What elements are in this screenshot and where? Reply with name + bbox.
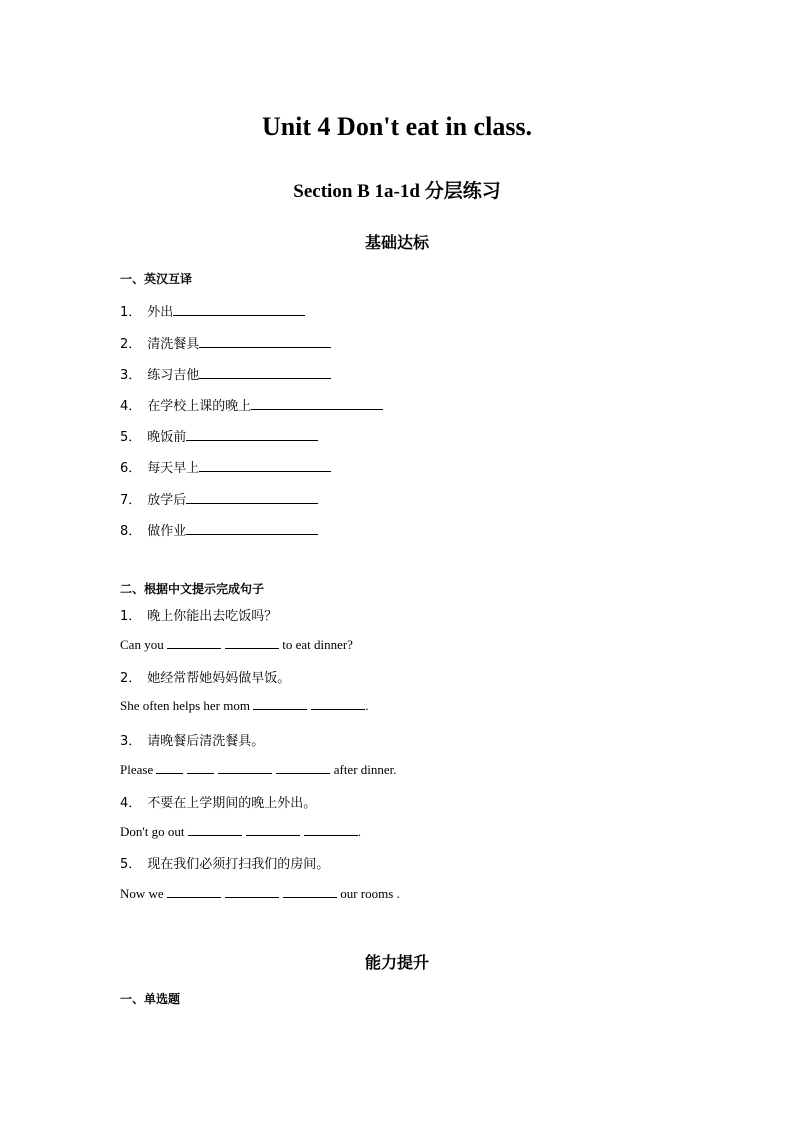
part-heading-sentences: 二、根据中文提示完成句子 bbox=[120, 582, 265, 596]
list-item: 7． 放学后 bbox=[120, 489, 318, 508]
answer-blank[interactable] bbox=[167, 887, 221, 898]
question-prompt: 1． 晚上你能出去吃饭吗？ bbox=[120, 609, 278, 624]
answer-blank[interactable] bbox=[199, 366, 331, 379]
section-heading-basic: 基础达标 bbox=[364, 233, 429, 252]
answer-blank[interactable] bbox=[246, 825, 300, 836]
answer-blank[interactable] bbox=[173, 303, 305, 316]
list-item: 6． 每天早上 bbox=[120, 457, 331, 476]
question-sentence: Don't go out . bbox=[120, 824, 361, 839]
question-prompt: 3． 请晚餐后清洗餐具。 bbox=[120, 734, 265, 749]
answer-blank[interactable] bbox=[283, 887, 337, 898]
answer-blank[interactable] bbox=[186, 522, 318, 535]
page-subtitle: Section B 1a-1d 分层练习 bbox=[293, 181, 501, 202]
answer-blank[interactable] bbox=[199, 459, 331, 472]
question-sentence: Can you to eat dinner? bbox=[120, 637, 353, 652]
answer-blank[interactable] bbox=[225, 887, 279, 898]
question-sentence: Please after dinner. bbox=[120, 762, 397, 777]
answer-blank[interactable] bbox=[199, 335, 331, 348]
list-item: 3． 练习吉他 bbox=[120, 364, 331, 383]
answer-blank[interactable] bbox=[311, 699, 365, 710]
answer-blank[interactable] bbox=[187, 763, 214, 774]
answer-blank[interactable] bbox=[186, 491, 318, 504]
answer-blank[interactable] bbox=[156, 763, 183, 774]
question-prompt: 5． 现在我们必须打扫我们的房间。 bbox=[120, 857, 330, 872]
list-item: 2． 清洗餐具 bbox=[120, 333, 331, 352]
answer-blank[interactable] bbox=[225, 638, 279, 649]
answer-blank[interactable] bbox=[218, 763, 272, 774]
part-heading-translation: 一、英汉互译 bbox=[120, 272, 193, 286]
answer-blank[interactable] bbox=[188, 825, 242, 836]
part-heading-single-choice: 一、单选题 bbox=[120, 992, 181, 1006]
page-title: Unit 4 Don't eat in class. bbox=[261, 112, 533, 141]
list-item: 4． 在学校上课的晚上 bbox=[120, 395, 383, 414]
answer-blank[interactable] bbox=[276, 763, 330, 774]
list-item: 8． 做作业 bbox=[120, 520, 318, 539]
list-item: 1． 外出 bbox=[120, 301, 305, 320]
question-sentence: She often helps her mom . bbox=[120, 698, 369, 713]
list-item: 5． 晚饭前 bbox=[120, 426, 318, 445]
answer-blank[interactable] bbox=[304, 825, 358, 836]
question-sentence: Now we our rooms . bbox=[120, 886, 400, 901]
answer-blank[interactable] bbox=[167, 638, 221, 649]
section-heading-advanced: 能力提升 bbox=[364, 953, 429, 972]
question-prompt: 2． 她经常帮她妈妈做早饭。 bbox=[120, 671, 291, 686]
answer-blank[interactable] bbox=[186, 428, 318, 441]
answer-blank[interactable] bbox=[253, 699, 307, 710]
question-prompt: 4． 不要在上学期间的晚上外出。 bbox=[120, 796, 317, 811]
answer-blank[interactable] bbox=[251, 397, 383, 410]
